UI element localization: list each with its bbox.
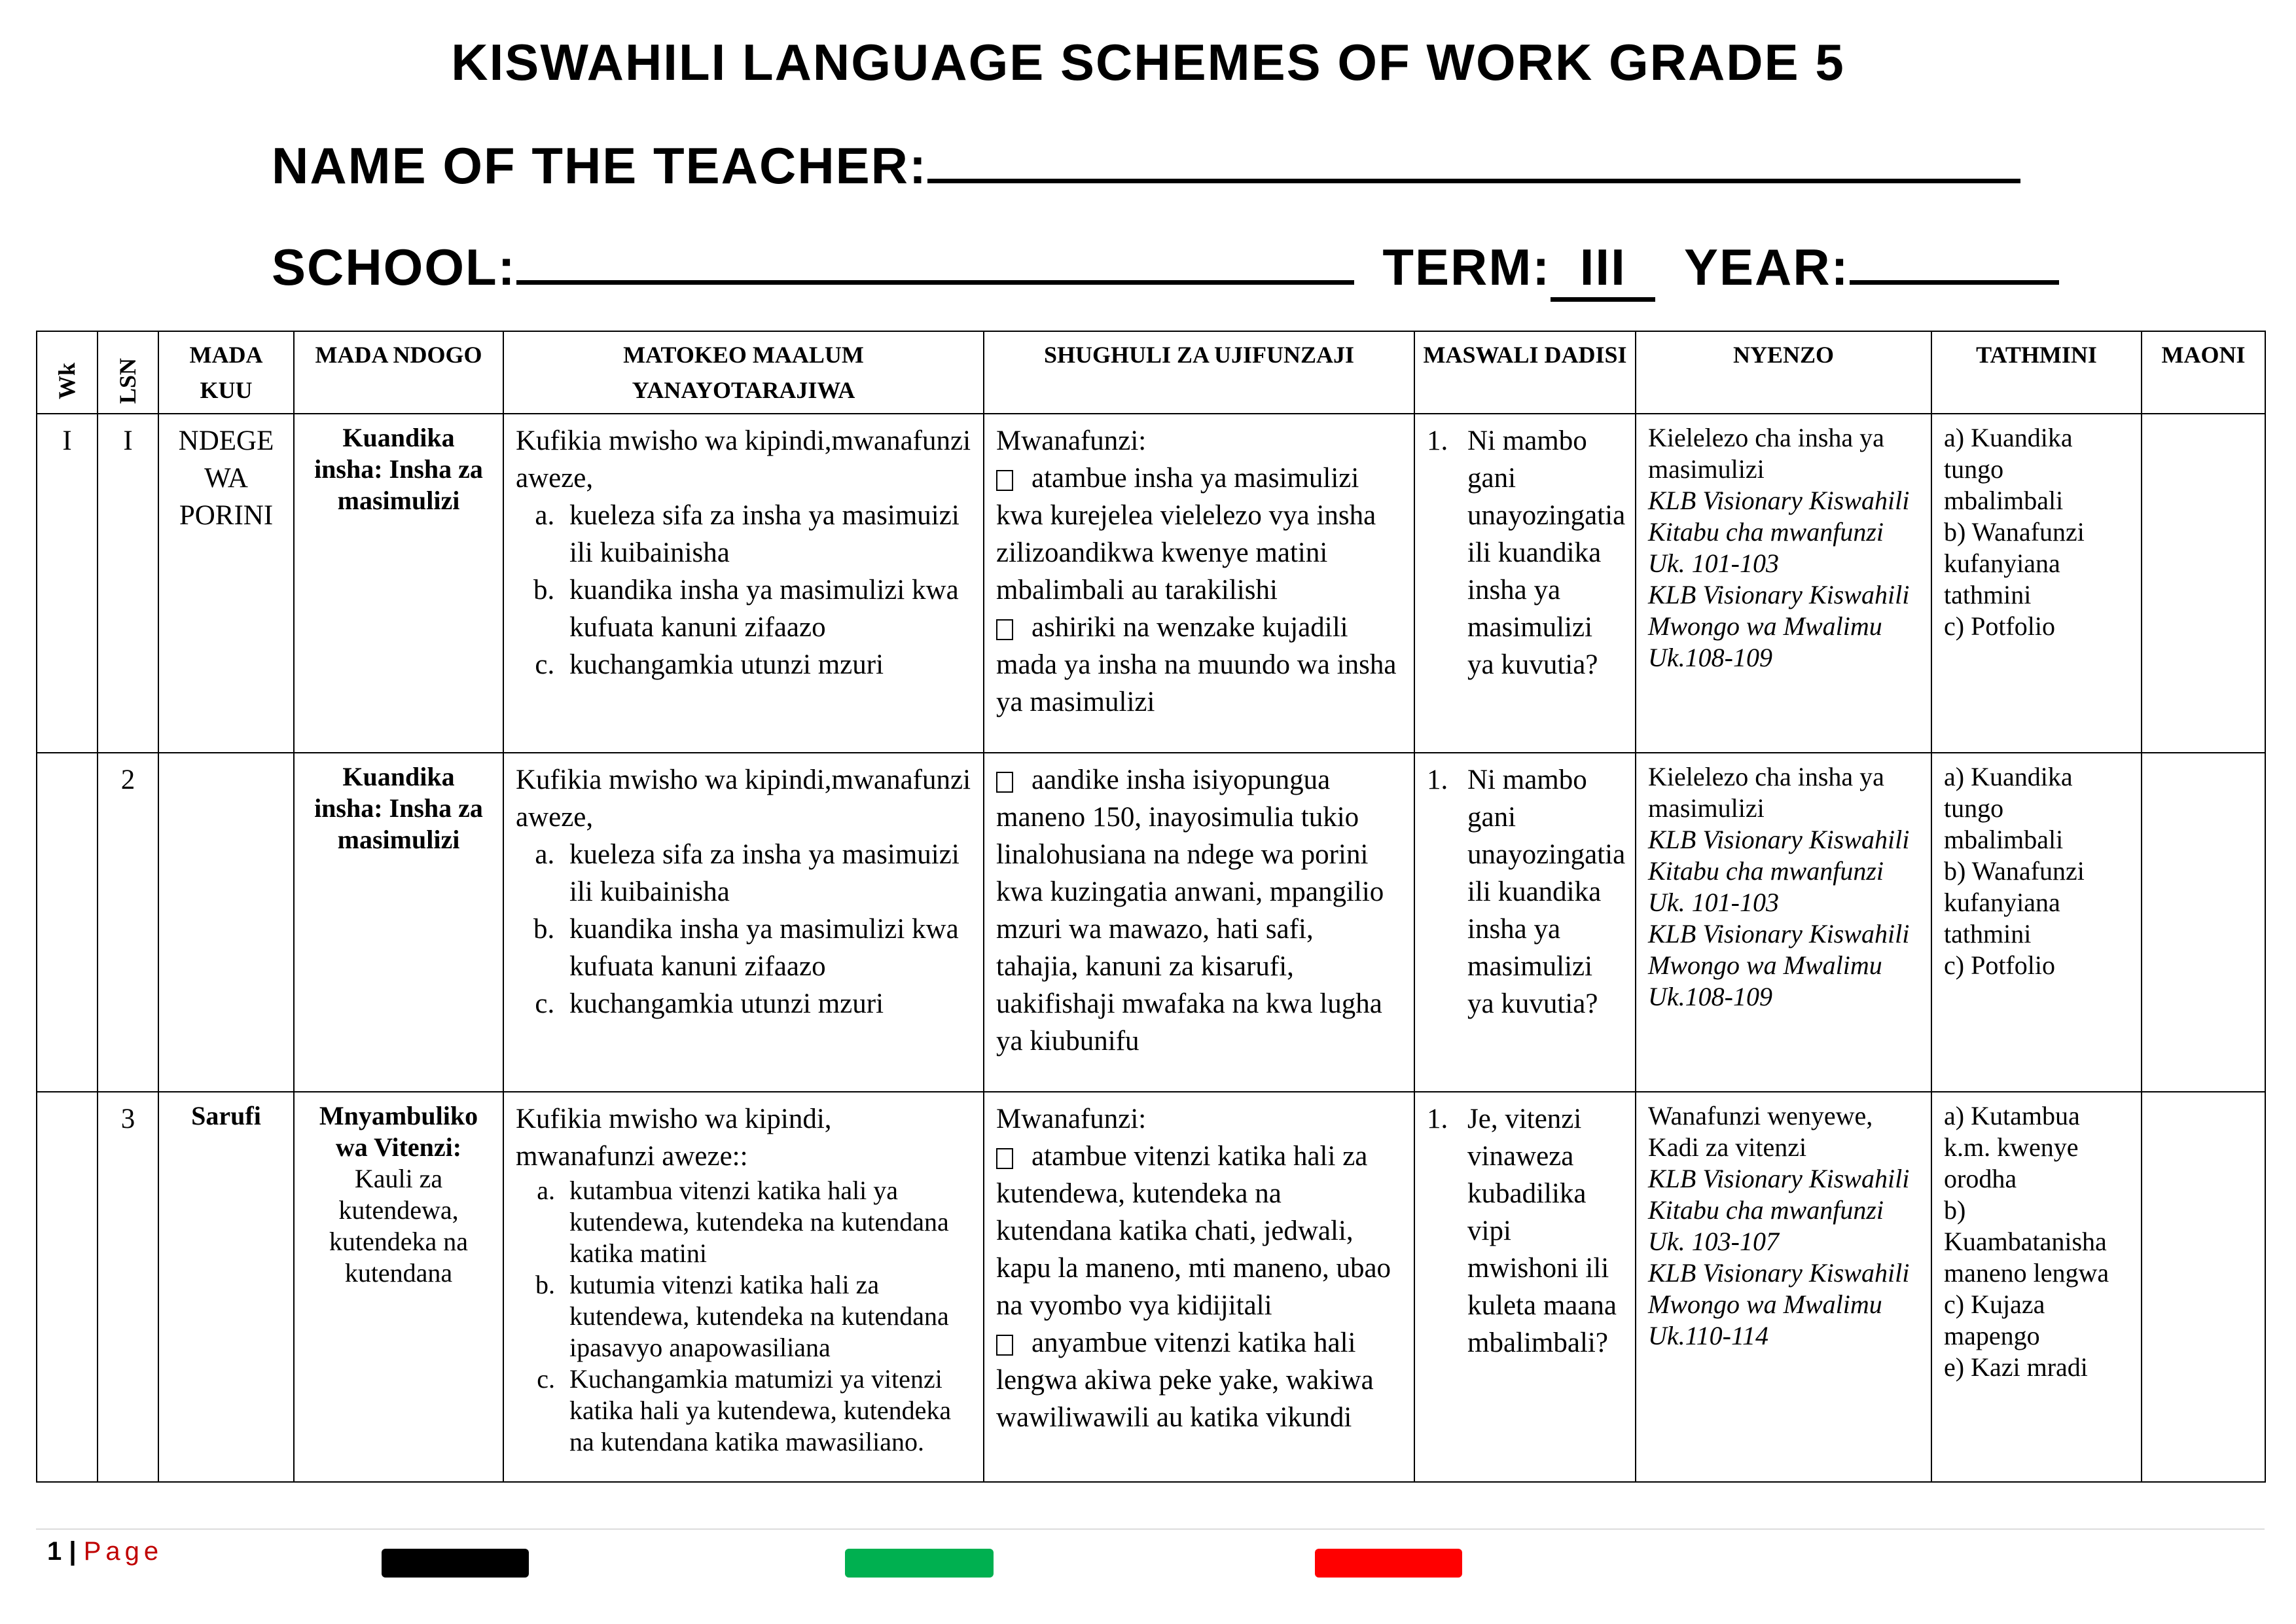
list-item: a. kutambua vitenzi katika hali ya kutendewa, kutendeka na kutendana katika matini	[562, 1175, 971, 1269]
table-row	[37, 753, 2265, 1092]
list-item: atambue insha ya masimulizi kwa kurejelea vielelezo vya insha zilizoandikwa kwenye matini mbalimbali au tarakilishi	[996, 463, 1376, 605]
cell-shughuli	[984, 1092, 1414, 1482]
header-nyenzo: NYENZO	[1636, 331, 1931, 414]
page-number: 1	[47, 1537, 62, 1566]
green-color-bar	[845, 1549, 994, 1578]
cell-maswali	[1414, 753, 1636, 1092]
cell-matokeo	[503, 414, 984, 753]
cell-shughuli	[984, 414, 1414, 753]
teacher-label: NAME OF THE TEACHER:	[272, 137, 927, 194]
cell-wk: I	[37, 414, 98, 753]
year-label: YEAR:	[1683, 238, 1850, 296]
matokeo-intro: Kufikia mwisho wa kipindi, mwanafunzi aweze::	[516, 1104, 832, 1172]
teacher-line	[272, 134, 2020, 196]
matokeo-intro: Kufikia mwisho wa kipindi,mwanafunzi aweze,	[516, 425, 971, 494]
cell-mada-kuu: Sarufi	[158, 1092, 294, 1482]
header-mada-ndogo: MADA NDOGO	[294, 331, 503, 414]
cell-shughuli	[984, 753, 1414, 1092]
checkbox-icon	[996, 470, 1013, 491]
cell-mada-ndogo	[294, 753, 503, 1092]
maswali-text: Je, vitenzi vinaweza kubadilika vipi mwishoni ili kuleta maana mbalimbali?	[1467, 1104, 1617, 1358]
list-item: c. Kuchangamkia matumizi ya vitenzi katika hali ya kutendewa, kutendeka na kutendana katika mawasiliano.	[562, 1363, 971, 1458]
tathmini-item: a) Kutambua k.m. kwenye orodha	[1944, 1101, 2080, 1193]
tathmini-item: c) Potfolio	[1944, 611, 2055, 641]
term-label: TERM:	[1382, 238, 1551, 296]
cell-maoni	[2142, 414, 2265, 753]
header-tathmini: TATHMINI	[1931, 331, 2142, 414]
tathmini-item: e) Kazi mradi	[1944, 1352, 2088, 1382]
nyenzo-item: KLB Visionary Kiswahili Mwongo wa Mwalimu Uk.110-114	[1648, 1258, 1910, 1350]
school-label: SCHOOL:	[272, 238, 516, 296]
table-row	[37, 1092, 2265, 1482]
nyenzo-item: KLB Visionary Kiswahili Kitabu cha mwanfunzi Uk. 101-103	[1648, 486, 1910, 578]
term-value: III	[1551, 238, 1655, 302]
list-item: a. kueleza sifa za insha ya masimuizi ili kuibainisha	[562, 497, 971, 571]
nyenzo-item: Kielelezo cha insha ya masimulizi	[1648, 423, 1884, 484]
header-wk: Wk	[37, 331, 98, 414]
school-blank	[516, 236, 1354, 285]
nyenzo-item: Kielelezo cha insha ya masimulizi	[1648, 762, 1884, 823]
list-item: c. kuchangamkia utunzi mzuri	[562, 646, 971, 683]
maswali-number: 1.	[1427, 1104, 1448, 1134]
cell-tathmini	[1931, 753, 2142, 1092]
tathmini-item: c) Kujaza mapengo	[1944, 1290, 2045, 1350]
cell-tathmini	[1931, 414, 2142, 753]
page-footer	[47, 1537, 163, 1566]
tathmini-item: a) Kuandika tungo mbalimbali	[1944, 423, 2073, 515]
header-maswali: MASWALI DADISI	[1414, 331, 1636, 414]
scheme-table	[36, 331, 2266, 1483]
maswali-text: Ni mambo gani unayozingatia ili kuandika insha ya masimulizi ya kuvutia?	[1467, 425, 1626, 680]
list-item: ashiriki na wenzake kujadili mada ya insha na muundo wa insha ya masimulizi	[996, 612, 1397, 717]
cell-mada-kuu	[158, 753, 294, 1092]
black-color-bar	[382, 1549, 529, 1578]
matokeo-list	[516, 836, 971, 1022]
checkbox-icon	[996, 772, 1013, 793]
cell-wk	[37, 1092, 98, 1482]
cell-mada-kuu: NDEGE WA PORINI	[158, 414, 294, 753]
checkbox-icon	[996, 1148, 1013, 1169]
cell-matokeo	[503, 753, 984, 1092]
table-row	[37, 414, 2265, 753]
cell-maoni	[2142, 753, 2265, 1092]
list-item: b. kutumia vitenzi katika hali za kutendewa, kutendeka na kutendana ipasavyo anapowasiliana	[562, 1269, 971, 1363]
header-maoni: MAONI	[2142, 331, 2265, 414]
maswali-number: 1.	[1427, 765, 1448, 795]
nyenzo-item: KLB Visionary Kiswahili Kitabu cha mwanfunzi Uk. 101-103	[1648, 825, 1910, 917]
mada-ndogo-title: Kuandika insha: Insha za masimulizi	[314, 762, 483, 854]
list-item: anyambue vitenzi katika hali lengwa akiwa peke yake, wakiwa wawiliwawili au katika vikundi	[996, 1327, 1374, 1433]
cell-mada-ndogo	[294, 414, 503, 753]
mada-ndogo-title: Kuandika insha: Insha za masimulizi	[314, 423, 483, 515]
shughuli-intro: Mwanafunzi:	[996, 425, 1147, 456]
header-matokeo: MATOKEO MAALUM YANAYOTARAJIWA	[503, 331, 984, 414]
nyenzo-item: KLB Visionary Kiswahili Mwongo wa Mwalimu Uk.108-109	[1648, 580, 1910, 672]
tathmini-item: a) Kuandika tungo mbalimbali	[1944, 762, 2073, 854]
document-title: KISWAHILI LANGUAGE SCHEMES OF WORK GRADE 5	[451, 33, 1845, 91]
tathmini-item: b) Wanafunzi kufanyiana tathmini	[1944, 856, 2085, 948]
list-item: b. kuandika insha ya masimulizi kwa kufuata kanuni zifaazo	[562, 911, 971, 985]
cell-lsn: 2	[98, 753, 158, 1092]
matokeo-list	[516, 497, 971, 683]
cell-mada-ndogo	[294, 1092, 503, 1482]
matokeo-list	[516, 1175, 971, 1458]
footer-divider	[36, 1528, 2265, 1530]
header-mada-kuu: MADA KUU	[158, 331, 294, 414]
cell-wk	[37, 753, 98, 1092]
maswali-number: 1.	[1427, 425, 1448, 456]
nyenzo-item: KLB Visionary Kiswahili Kitabu cha mwanfunzi Uk. 103-107	[1648, 1164, 1910, 1256]
header-shughuli: SHUGHULI ZA UJIFUNZAJI	[984, 331, 1414, 414]
mada-ndogo-detail: Kauli za kutendewa, kutendeka na kutendana	[329, 1164, 469, 1288]
cell-nyenzo	[1636, 753, 1931, 1092]
year-blank	[1850, 236, 2059, 285]
table-header-row	[37, 331, 2265, 414]
cell-maoni	[2142, 1092, 2265, 1482]
tathmini-item: c) Potfolio	[1944, 950, 2055, 980]
school-term-year-line	[272, 236, 2059, 302]
nyenzo-item: KLB Visionary Kiswahili Mwongo wa Mwalimu Uk.108-109	[1648, 919, 1910, 1011]
list-item: aandike insha isiyopungua maneno 150, inayosimulia tukio linalohusiana na ndege wa porini kwa kuzingatia anwani, mpangilio mzuri wa mawazo, hati safi, tahajia, kanuni za kisarufi, uakifishaji mwafaka na kwa lugha ya kiubunifu	[996, 765, 1384, 1056]
cell-tathmini	[1931, 1092, 2142, 1482]
nyenzo-item: Kadi za vitenzi	[1648, 1132, 1807, 1162]
list-item: a. kueleza sifa za insha ya masimuizi ili kuibainisha	[562, 836, 971, 911]
list-item: b. kuandika insha ya masimulizi kwa kufuata kanuni zifaazo	[562, 571, 971, 646]
shughuli-intro: Mwanafunzi:	[996, 1104, 1147, 1134]
cell-matokeo	[503, 1092, 984, 1482]
mada-ndogo-title: Mnyambuliko wa Vitenzi:	[319, 1101, 478, 1162]
checkbox-icon	[996, 619, 1013, 640]
cell-lsn: 3	[98, 1092, 158, 1482]
red-color-bar	[1315, 1549, 1462, 1578]
cell-nyenzo	[1636, 414, 1931, 753]
list-item: atambue vitenzi katika hali za kutendewa, kutendeka na kutendana katika chati, jedwali, kapu la maneno, mti maneno, ubao na vyombo vya kidijitali	[996, 1141, 1391, 1321]
page-separator: |	[69, 1537, 77, 1566]
page-label: Page	[83, 1537, 164, 1566]
tathmini-item: b) Kuambatanisha maneno lengwa	[1944, 1195, 2109, 1288]
checkbox-icon	[996, 1335, 1013, 1356]
cell-maswali	[1414, 1092, 1636, 1482]
cell-maswali	[1414, 414, 1636, 753]
header-lsn: LSN	[98, 331, 158, 414]
matokeo-intro: Kufikia mwisho wa kipindi,mwanafunzi aweze,	[516, 765, 971, 833]
cell-lsn: I	[98, 414, 158, 753]
maswali-text: Ni mambo gani unayozingatia ili kuandika insha ya masimulizi ya kuvutia?	[1467, 765, 1626, 1019]
cell-nyenzo	[1636, 1092, 1931, 1482]
nyenzo-item: Wanafunzi wenyewe,	[1648, 1101, 1873, 1130]
list-item: c. kuchangamkia utunzi mzuri	[562, 985, 971, 1022]
teacher-blank	[927, 134, 2020, 183]
tathmini-item: b) Wanafunzi kufanyiana tathmini	[1944, 517, 2085, 609]
